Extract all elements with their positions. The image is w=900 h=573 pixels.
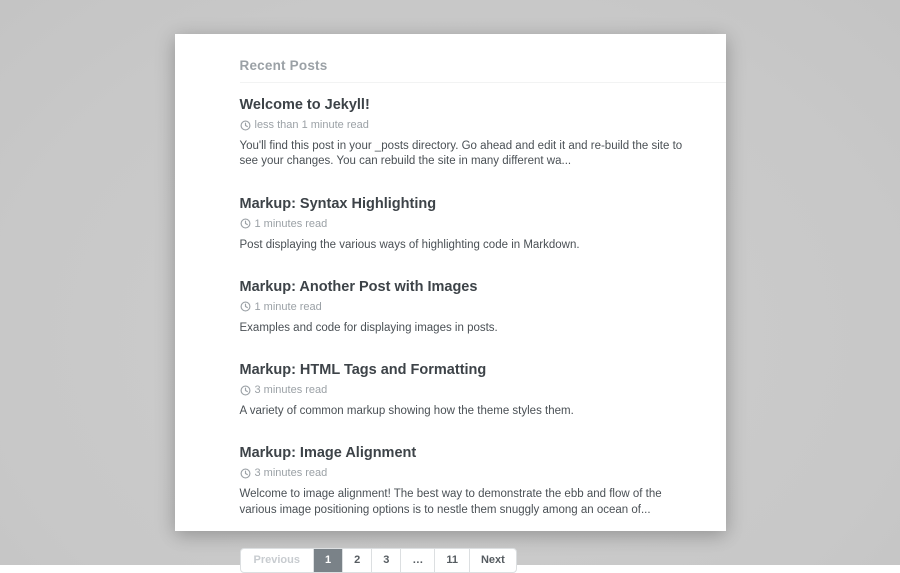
post-title-link[interactable]: Markup: Another Post with Images (239, 278, 478, 295)
post-excerpt: Post displaying the various ways of highlighting code in Markdown. (239, 238, 580, 251)
read-time-label: 3 minutes read (254, 467, 328, 480)
clock-icon (240, 120, 251, 131)
post-item (240, 361, 726, 419)
post-item (240, 278, 726, 336)
clock-icon (240, 468, 251, 479)
post-excerpt: Welcome to image alignment! The best way to demonstrate the ebb and flow of the various image positioning options is to nestle them snuggly among an ocean of... (239, 488, 662, 516)
post-list (240, 83, 726, 518)
pagination-button-previous: Previous (253, 553, 300, 566)
post-meta (240, 218, 726, 230)
post-title-link[interactable]: Welcome to Jekyll! (239, 97, 370, 113)
read-time-label: 1 minute read (254, 300, 322, 313)
post-excerpt: Examples and code for displaying images in posts. (239, 321, 498, 334)
post-title-link[interactable]: Markup: HTML Tags and Formatting (239, 362, 487, 379)
content-card (175, 34, 726, 566)
post-meta (240, 384, 726, 396)
clock-icon (240, 301, 251, 312)
pagination (240, 548, 517, 573)
post-title-link[interactable]: Markup: Image Alignment (239, 445, 417, 462)
post-meta (240, 301, 726, 313)
pagination-button-next[interactable]: Next (469, 549, 516, 572)
clock-icon (240, 385, 251, 396)
pagination-button-page-2[interactable]: 2 (342, 549, 371, 572)
read-time-label: less than 1 minute read (254, 119, 369, 131)
post-meta (240, 119, 726, 131)
post-item (240, 96, 726, 170)
pagination-button-page-11[interactable]: 11 (434, 549, 469, 572)
post-excerpt: You'll find this post in your _posts directory. Go ahead and edit it and re-build the site to see your changes. You can rebuild the site in many different wa... (239, 140, 683, 168)
clock-icon (240, 218, 251, 229)
read-time-label: 3 minutes read (254, 384, 328, 397)
pagination-button-page-3[interactable]: 3 (371, 549, 400, 572)
post-item (240, 195, 726, 253)
pagination-button-ellipsis: … (400, 549, 434, 572)
post-item (240, 444, 726, 518)
post-excerpt: A variety of common markup showing how the theme styles them. (239, 405, 574, 418)
pagination-button-page-1[interactable]: 1 (313, 549, 342, 572)
post-meta (240, 467, 726, 479)
read-time-label: 1 minutes read (254, 217, 328, 230)
post-title-link[interactable]: Markup: Syntax Highlighting (239, 195, 437, 212)
page-title: Recent Posts (240, 58, 726, 83)
